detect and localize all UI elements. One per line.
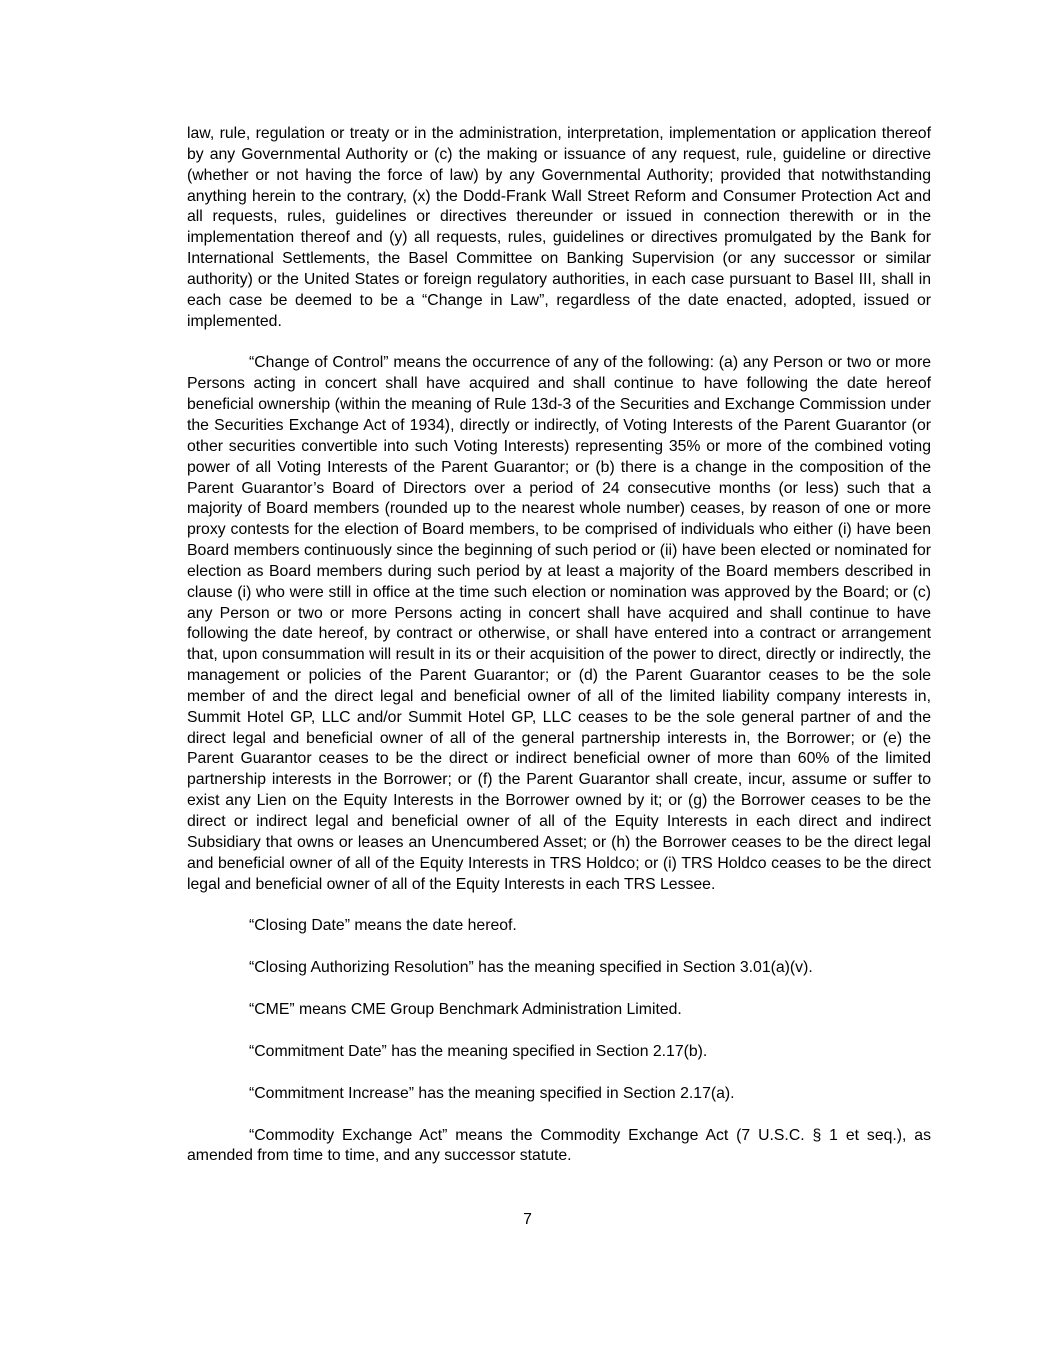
page-number: 7	[523, 1211, 532, 1228]
paragraph-change-in-law-continued: law, rule, regulation or treaty or in the administration, interpretation, implementation or application thereof by any Governmental Authority or (c) the making or issuance of any request, rule, guideline or directive (whether or not having the force of law) by any Governmental Authority; provided that notwithstanding anything herein to the contrary, (x) the Dodd-Frank Wall Street Reform and Consumer Protection Act and all requests, rules, guidelines or directives thereunder or issued in connection therewith or in the implementation thereof and (y) all requests, rules, guidelines or directives promulgated by the Bank for International Settlements, the Basel Committee on Banking Supervision (or any successor or similar authority) or the United States or foreign regulatory authorities, in each case pursuant to Basel III, shall in each case be deemed to be a “Change in Law”, regardless of the date enacted, adopted, issued or implemented.	[187, 125, 931, 330]
paragraph-cme: “CME” means CME Group Benchmark Administration Limited.	[249, 1001, 682, 1019]
paragraph-change-of-control: “Change of Control” means the occurrence of any of the following: (a) any Person or two or more Persons acting in concert shall have acquired and shall continue to have following the date hereof beneficial ownership (within the meaning of Rule 13d-3 of the Securities and Exchange Commission under the Securities Exchange Act of 1934), directly or indirectly, of Voting Interests of the Parent Guarantor (or other securities convertible into such Voting Interests) representing 35% or more of the combined voting power of all Voting Interests of the Parent Guarantor; or (b) there is a change in the composition of the Parent Guarantor’s Board of Directors over a period of 24 consecutive months (or less) such that a majority of Board members (rounded up to the nearest whole number) ceases, by reason of one or more proxy contests for the election of Board members, to be comprised of individuals who either (i) have been Board members continuously since the beginning of such period or (ii) have been elected or nominated for election as Board members during such period by at least a majority of the Board members described in clause (i) who were still in office at the time such election or nomination was approved by the Board; or (c) any Person or two or more Persons acting in concert shall have acquired and shall continue to have following the date hereof, by contract or otherwise, or shall have entered into a contract or arrangement that, upon consummation will result in its or their acquisition of the power to direct, directly or indirectly, the management or policies of the Parent Guarantor; or (d) the Parent Guarantor ceases to be the sole member of and the direct legal and beneficial owner of all of the limited liability company interests in, Summit Hotel GP, LLC and/or Summit Hotel GP, LLC ceases to be the sole general partner of and the direct legal and beneficial owner of all of the general partnership interests in, the Borrower; or (e) the Parent Guarantor ceases to be the direct or indirect beneficial owner of more than 60% of the limited partnership interests in the Borrower; or (f) the Parent Guarantor shall create, incur, assume or suffer to exist any Lien on the Equity Interests in the Borrower owned by it; or (g) the Borrower ceases to be the direct or indirect legal and beneficial owner of all of the Equity Interests in each direct and indirect Subsidiary that owns or leases an Unencumbered Asset; or (h) the Borrower ceases to be the direct legal and beneficial owner of all of the Equity Interests in TRS Holdco; or (i) TRS Holdco ceases to be the direct legal and beneficial owner of all of the Equity Interests in each TRS Lessee.	[187, 354, 931, 893]
paragraph-commitment-date: “Commitment Date” has the meaning specified in Section 2.17(b).	[249, 1042, 708, 1060]
paragraph-commodity-exchange-act: “Commodity Exchange Act” means the Commodity Exchange Act (7 U.S.C. § 1 et seq.), as amended from time to time, and any successor statute.	[187, 1126, 931, 1165]
document-body	[187, 124, 931, 1167]
paragraph-closing-date: “Closing Date” means the date hereof.	[249, 917, 517, 935]
paragraph-closing-authorizing-resolution: “Closing Authorizing Resolution” has the meaning specified in Section 3.01(a)(v).	[249, 959, 813, 977]
paragraph-commitment-increase: “Commitment Increase” has the meaning specified in Section 2.17(a).	[249, 1084, 735, 1102]
